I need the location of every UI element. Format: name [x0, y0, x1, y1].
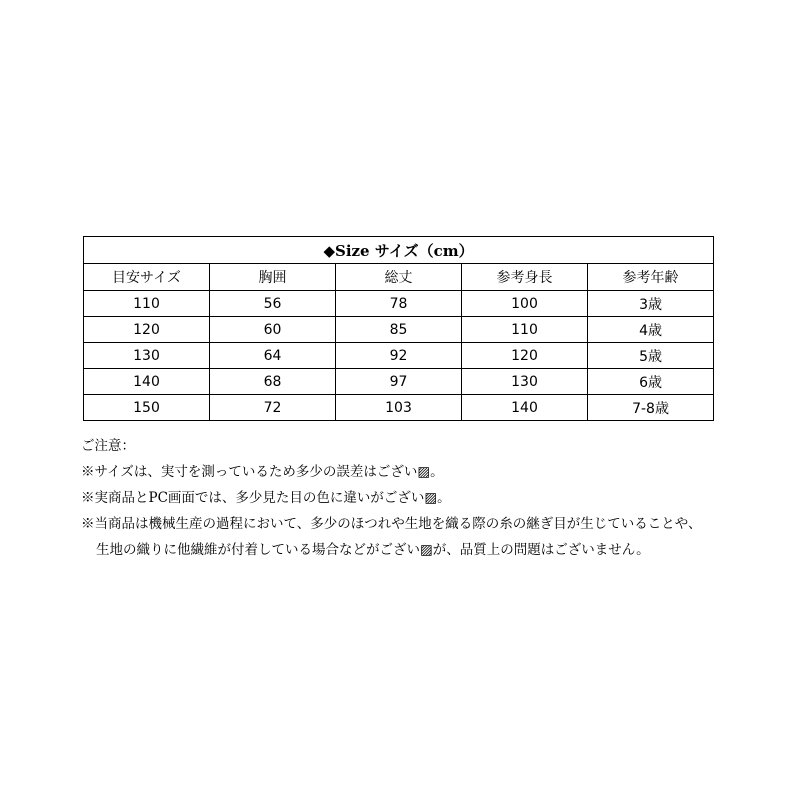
column-header-length: 総丈: [336, 264, 462, 291]
column-header-height: 参考身長: [462, 264, 588, 291]
table-cell: 4歳: [588, 317, 714, 343]
note-line: ※実商品とPC画面では、多少見た目の色に違いがござい▨。: [81, 490, 451, 506]
table-cell: 68: [210, 369, 336, 395]
table-cell: 140: [462, 395, 588, 421]
table-cell: 92: [336, 343, 462, 369]
note-line: ※サイズは、実寸を測っているため多少の誤差はござい▨。: [81, 464, 444, 480]
table-cell: 3歳: [588, 291, 714, 317]
table-cell: 110: [84, 291, 210, 317]
table-cell: 60: [210, 317, 336, 343]
table-row: [84, 369, 714, 395]
table-cell: 56: [210, 291, 336, 317]
table-cell: 72: [210, 395, 336, 421]
table-row: [84, 291, 714, 317]
table-cell: 97: [336, 369, 462, 395]
table-cell: 103: [336, 395, 462, 421]
column-header-age: 参考年齢: [588, 264, 714, 291]
note-line: 生地の織りに他繊維が付着している場合などがござい▨が、品質上の問題はございません。: [96, 542, 650, 558]
table-title-row: [84, 237, 714, 264]
table-cell: 85: [336, 317, 462, 343]
table-cell: 7-8歳: [588, 395, 714, 421]
table-cell: 150: [84, 395, 210, 421]
note-line: ※当商品は機械生産の過程において、多少のほつれや生地を織る際の糸の継ぎ目が生じていることや、: [81, 516, 702, 532]
table-cell: 100: [462, 291, 588, 317]
notes-section: [81, 433, 731, 563]
table-header-row: [84, 264, 714, 291]
table-cell: 120: [84, 317, 210, 343]
table-cell: 78: [336, 291, 462, 317]
table-cell: 64: [210, 343, 336, 369]
table-row: [84, 395, 714, 421]
column-header-chest: 胸囲: [210, 264, 336, 291]
table-row: [84, 343, 714, 369]
table-title: ◆Size サイズ（cm）: [84, 237, 714, 264]
table-cell: 130: [84, 343, 210, 369]
table-cell: 6歳: [588, 369, 714, 395]
table-cell: 140: [84, 369, 210, 395]
notes-heading: ご注意：: [81, 438, 135, 454]
size-table: [83, 236, 714, 421]
table-cell: 5歳: [588, 343, 714, 369]
table-cell: 120: [462, 343, 588, 369]
table-row: [84, 317, 714, 343]
column-header-size: 目安サイズ: [84, 264, 210, 291]
table-cell: 110: [462, 317, 588, 343]
table-cell: 130: [462, 369, 588, 395]
